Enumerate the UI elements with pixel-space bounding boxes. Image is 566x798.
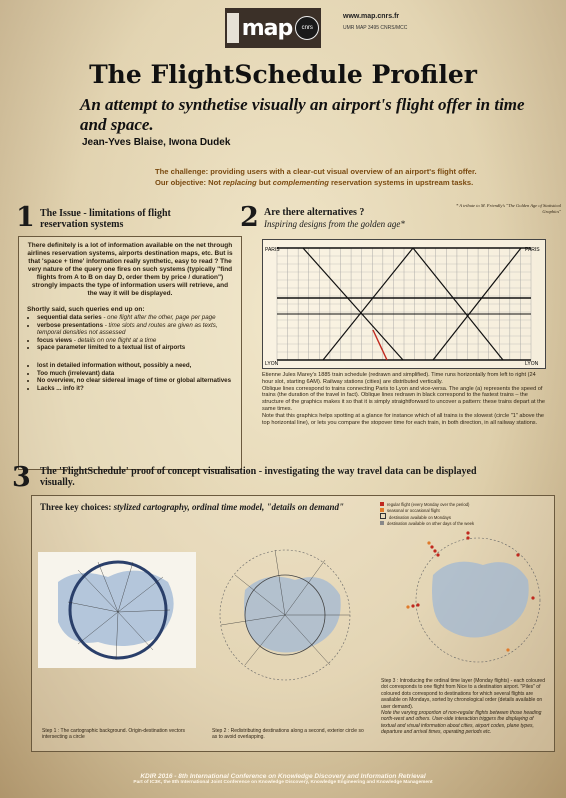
- legend-label: destination available on other days of the week: [387, 520, 475, 526]
- bullet-text: - time slots and routes are given as texts, temporal densities not assessed: [37, 321, 218, 337]
- cnrs-logo-icon: [295, 16, 319, 40]
- marey-grid: [277, 248, 531, 360]
- objective-part-c: but: [256, 178, 273, 187]
- footer: [0, 773, 566, 785]
- section3-heading: The 'FlightSchedule' proof of concept visualisation - investigating the way travel data can be displayed visually.: [40, 466, 477, 488]
- map-logo: [225, 8, 321, 48]
- bullet-item: [37, 344, 241, 352]
- desc-paragraph: Oblique lines correspond to trains connecting Paris to Lyon and vice-versa. The angle (a) represents the speed of trains (the duration of the travel in fact). Oblique lines redrawn in black correspond to the fastest trains – the structure of the graphics makes it so that it is simply straightforward to uncover a pattern: these trains depart at the same times.: [262, 385, 545, 412]
- step1-text: Step 1 : The cartographic background. Origin-destination vectors intersecting a circle: [42, 728, 186, 741]
- lab-label: UMR MAP 3495 CNRS/MCC: [343, 25, 408, 31]
- key-choices-list: stylized cartography, ordinal time model, "details on demand": [113, 502, 344, 512]
- chart-lyon-right: LYON: [525, 361, 539, 367]
- consequence-item: • Too much (irrelevant) data: [37, 370, 241, 378]
- step2-map-panel: [205, 535, 365, 695]
- objective-part-d: complementing: [272, 178, 329, 187]
- objective-part-b: replacing: [222, 178, 257, 187]
- challenge-block: [155, 166, 555, 188]
- step3-paragraph: Step 3 : Introducing the ordinal time layer (Monday flights) - each coloured dot corresponds to one flight from Nice to a destination airport. "Piles" of coloured dots correspond to destinations for which several flights are available on Mondays, sorted by chronological order (details available on user demand).: [381, 678, 545, 710]
- consequence-item: • Lacks ... info it?: [37, 385, 241, 393]
- step2-text: Step 2 : Redistributing destinations along a second, exterior circle so as to avoid overlapping.: [212, 728, 364, 741]
- key-choices-label: Three key choices:: [40, 502, 114, 512]
- monday-destination-icon: [380, 513, 386, 519]
- bullet-item: [37, 322, 241, 337]
- section3-number: 3: [12, 462, 31, 493]
- key-choices: [40, 502, 344, 512]
- marey-train-chart: [262, 239, 546, 369]
- objective-part-e: reservation systems in upstream tasks.: [328, 178, 474, 187]
- step2-map: [205, 535, 365, 695]
- bullet-strong: space parameter limited to a textual list of airports: [37, 344, 186, 352]
- bullet-strong: focus views: [37, 336, 73, 344]
- bullet-item: [37, 337, 241, 345]
- legend-label: seasonal or occasional flight: [387, 507, 440, 513]
- europe-shape: [432, 562, 529, 638]
- consequence-item: • No overview, no clear sidereal image of time or global alternatives: [37, 377, 241, 385]
- step3-text: [381, 678, 546, 736]
- bullet-strong: sequential data series: [37, 314, 102, 321]
- section1-bullets: [27, 314, 241, 352]
- poster-subtitle: An attempt to synthetise visually an airport's flight offer in time and space.: [80, 95, 525, 134]
- step3-map: [378, 520, 553, 680]
- section1-intro: Shortly said, such queries end up on:: [27, 306, 145, 313]
- step3-map-panel: [378, 520, 553, 680]
- logo-bar-icon: [227, 13, 239, 43]
- regular-flight-icon: [380, 502, 384, 506]
- section1-heading: The Issue - limitations of flight reservation systems: [40, 208, 171, 230]
- footer-conference: KDIR 2016 - 8th International Conference on Knowledge Discovery and Information Retrieval: [140, 773, 426, 780]
- bullet-text: - one flight after the other, page per page: [101, 314, 216, 321]
- bullet-strong: verbose presentations: [37, 321, 104, 329]
- section1-consequences: [27, 362, 241, 392]
- bullet-text: - details on one flight at a time: [72, 336, 157, 344]
- section1-number: 1: [16, 202, 35, 233]
- authors: Jean-Yves Blaise, Iwona Dudek: [82, 137, 231, 148]
- step1-map: [38, 552, 196, 668]
- europe-shape: [244, 577, 341, 653]
- chart-paris-right: PARIS: [525, 247, 540, 253]
- bullet-item: [37, 314, 241, 322]
- step1-map-panel: [38, 552, 196, 668]
- chart-lyon-left: LYON: [265, 361, 279, 367]
- logo-badge: cnrs: [301, 25, 313, 31]
- section1-box: [18, 236, 242, 470]
- legend-label: regular flight (every Monday over the period): [387, 502, 470, 507]
- tribute-note: * A tribute to M. Friendly's "The Golden Age of Statistical Graphics": [456, 203, 561, 214]
- challenge-text: The challenge: providing users with a clear-cut visual overview of an airport's flight offer.: [155, 167, 477, 176]
- objective-text: [155, 177, 555, 188]
- legend-label: destination available on Mondays: [389, 515, 451, 521]
- marey-chart-svg: [263, 240, 545, 368]
- consequence-item: • lost in detailed information without, possibly a need,: [37, 362, 241, 370]
- desc-paragraph: Etienne Jules Marey's 1885 train schedule (redrawn and simplified). Time runs horizontally from left to right (24 hour slot, starting 6AM). Railway stations (cities) are distributed vertically.: [262, 372, 536, 385]
- logo-text: map: [241, 15, 293, 41]
- desc-paragraph: Note that this graphics helps spotting at a glance for instance which of all trains is the slowest (circle "1" above the top horizontal line), or lets you compare the stopover time for each train, in both direction, in all railway stations.: [262, 412, 544, 426]
- objective-part-a: Our objective: Not: [155, 178, 223, 187]
- poster-title: The FlightSchedule Profiler: [89, 60, 477, 89]
- seasonal-flight-icon: [380, 508, 384, 512]
- section2-number: 2: [240, 202, 259, 233]
- section2-subheading: Inspiring designs from the golden age*: [264, 219, 405, 229]
- step3-note: Note the varying proportion of non-regular flights between those heading north-west and others. User-side interaction triggers the displaying of textual and visual information about cities, airport codes, plane types, departure and arrival times, operating periods etc.: [381, 710, 542, 736]
- section1-paragraph: There definitely is a lot of information available on the net through airlines reservation systems, airports destination maps, etc. But is that 'space + time' information really synthetic, easy to read ? The very nature of the query one fires on such systems (typically "find flights from A to B on day D, order them by price / duration") strongly impacts the type of information users will retrieve, and the way it will be displayed.: [27, 242, 233, 297]
- chart-paris-left: PARIS: [265, 247, 280, 253]
- section2-description: [262, 372, 548, 426]
- footer-part-of: Part of IC3K, the 8th International Joint Conference on Knowledge Discovery, Knowledge Engineering and Knowledge Management: [133, 780, 433, 785]
- section2-heading: Are there alternatives ?: [264, 207, 365, 218]
- site-url[interactable]: www.map.cnrs.fr: [343, 13, 400, 20]
